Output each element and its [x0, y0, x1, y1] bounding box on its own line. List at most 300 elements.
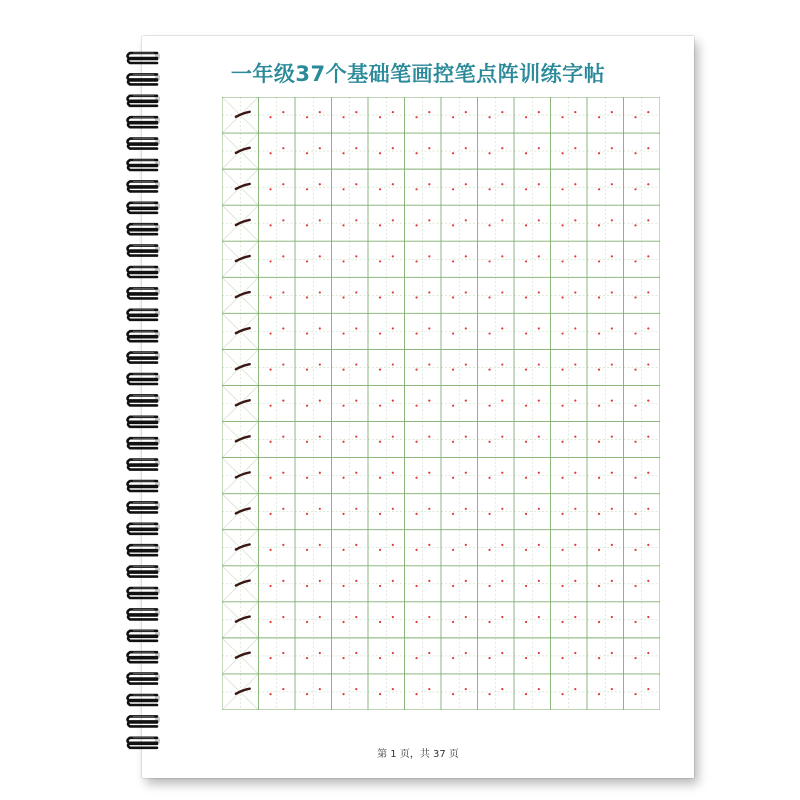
- trace-end-dot: [538, 508, 540, 510]
- trace-end-dot: [319, 616, 321, 618]
- trace-end-dot: [282, 688, 284, 690]
- trace-end-dot: [501, 183, 503, 185]
- spiral-loop: [128, 181, 161, 191]
- trace-end-dot: [319, 111, 321, 113]
- trace-end-dot: [647, 508, 649, 510]
- trace-end-dot: [428, 219, 430, 221]
- trace-start-dot: [634, 441, 636, 443]
- trace-start-dot: [561, 405, 563, 407]
- trace-end-dot: [282, 219, 284, 221]
- trace-end-dot: [355, 363, 357, 365]
- trace-end-dot: [355, 472, 357, 474]
- trace-end-dot: [611, 147, 613, 149]
- trace-end-dot: [355, 544, 357, 546]
- trace-end-dot: [538, 327, 540, 329]
- trace-start-dot: [379, 513, 381, 515]
- trace-end-dot: [428, 472, 430, 474]
- trace-start-dot: [525, 332, 527, 334]
- trace-start-dot: [598, 441, 600, 443]
- trace-end-dot: [465, 436, 467, 438]
- trace-start-dot: [306, 585, 308, 587]
- trace-start-dot: [379, 116, 381, 118]
- trace-start-dot: [598, 477, 600, 479]
- trace-start-dot: [525, 369, 527, 371]
- spiral-loop: [128, 524, 161, 534]
- trace-end-dot: [319, 291, 321, 293]
- trace-end-dot: [465, 147, 467, 149]
- trace-start-dot: [561, 296, 563, 298]
- trace-start-dot: [452, 657, 454, 659]
- trace-start-dot: [379, 152, 381, 154]
- trace-end-dot: [355, 147, 357, 149]
- trace-start-dot: [379, 549, 381, 551]
- trace-start-dot: [561, 621, 563, 623]
- trace-start-dot: [452, 585, 454, 587]
- trace-end-dot: [465, 327, 467, 329]
- trace-start-dot: [561, 152, 563, 154]
- trace-end-dot: [574, 183, 576, 185]
- trace-end-dot: [428, 255, 430, 257]
- trace-end-dot: [465, 255, 467, 257]
- trace-end-dot: [428, 183, 430, 185]
- trace-end-dot: [428, 616, 430, 618]
- trace-start-dot: [342, 260, 344, 262]
- trace-start-dot: [379, 405, 381, 407]
- trace-end-dot: [282, 363, 284, 365]
- trace-start-dot: [634, 116, 636, 118]
- trace-end-dot: [538, 580, 540, 582]
- trace-end-dot: [355, 508, 357, 510]
- trace-start-dot: [452, 296, 454, 298]
- trace-start-dot: [269, 405, 271, 407]
- trace-end-dot: [282, 147, 284, 149]
- trace-start-dot: [452, 513, 454, 515]
- trace-end-dot: [647, 688, 649, 690]
- trace-start-dot: [488, 477, 490, 479]
- trace-start-dot: [342, 693, 344, 695]
- spiral-loop: [128, 331, 161, 341]
- trace-end-dot: [428, 652, 430, 654]
- trace-start-dot: [452, 116, 454, 118]
- trace-end-dot: [574, 147, 576, 149]
- trace-end-dot: [465, 400, 467, 402]
- trace-start-dot: [525, 585, 527, 587]
- trace-end-dot: [355, 255, 357, 257]
- trace-start-dot: [525, 188, 527, 190]
- trace-end-dot: [501, 363, 503, 365]
- trace-start-dot: [269, 621, 271, 623]
- trace-end-dot: [465, 472, 467, 474]
- trace-start-dot: [379, 441, 381, 443]
- trace-end-dot: [538, 291, 540, 293]
- spiral-loop: [128, 374, 161, 384]
- trace-start-dot: [306, 657, 308, 659]
- trace-end-dot: [611, 400, 613, 402]
- trace-start-dot: [634, 152, 636, 154]
- trace-start-dot: [488, 405, 490, 407]
- trace-end-dot: [501, 580, 503, 582]
- trace-start-dot: [488, 549, 490, 551]
- trace-start-dot: [525, 621, 527, 623]
- trace-start-dot: [488, 441, 490, 443]
- trace-start-dot: [379, 693, 381, 695]
- trace-start-dot: [415, 513, 417, 515]
- trace-start-dot: [269, 477, 271, 479]
- trace-end-dot: [647, 580, 649, 582]
- trace-end-dot: [574, 291, 576, 293]
- trace-start-dot: [342, 152, 344, 154]
- trace-start-dot: [415, 188, 417, 190]
- trace-end-dot: [319, 255, 321, 257]
- spiral-loop: [128, 395, 161, 405]
- trace-end-dot: [611, 327, 613, 329]
- trace-end-dot: [355, 616, 357, 618]
- trace-start-dot: [598, 549, 600, 551]
- trace-start-dot: [525, 405, 527, 407]
- trace-end-dot: [355, 580, 357, 582]
- trace-start-dot: [452, 188, 454, 190]
- trace-start-dot: [342, 296, 344, 298]
- trace-end-dot: [501, 400, 503, 402]
- trace-start-dot: [634, 693, 636, 695]
- trace-start-dot: [634, 224, 636, 226]
- trace-start-dot: [561, 332, 563, 334]
- trace-start-dot: [379, 224, 381, 226]
- trace-start-dot: [634, 477, 636, 479]
- trace-end-dot: [574, 111, 576, 113]
- trace-end-dot: [501, 291, 503, 293]
- trace-start-dot: [525, 477, 527, 479]
- trace-start-dot: [598, 693, 600, 695]
- spiral-loop: [128, 288, 161, 298]
- page-title: 一年级37个基础笔画控笔点阵训练字帖: [230, 62, 606, 86]
- trace-start-dot: [379, 260, 381, 262]
- trace-start-dot: [269, 188, 271, 190]
- trace-end-dot: [392, 544, 394, 546]
- trace-start-dot: [525, 657, 527, 659]
- trace-start-dot: [342, 441, 344, 443]
- trace-start-dot: [452, 152, 454, 154]
- trace-start-dot: [525, 296, 527, 298]
- spiral-loop: [128, 502, 161, 512]
- trace-end-dot: [465, 219, 467, 221]
- trace-end-dot: [538, 400, 540, 402]
- trace-end-dot: [574, 363, 576, 365]
- trace-end-dot: [647, 472, 649, 474]
- trace-start-dot: [415, 260, 417, 262]
- trace-end-dot: [465, 183, 467, 185]
- spiral-binding: [124, 36, 172, 778]
- trace-start-dot: [634, 369, 636, 371]
- trace-start-dot: [415, 332, 417, 334]
- trace-start-dot: [306, 549, 308, 551]
- trace-end-dot: [574, 544, 576, 546]
- trace-start-dot: [379, 585, 381, 587]
- trace-start-dot: [342, 116, 344, 118]
- trace-start-dot: [306, 188, 308, 190]
- trace-start-dot: [598, 224, 600, 226]
- trace-start-dot: [525, 513, 527, 515]
- trace-start-dot: [452, 260, 454, 262]
- trace-end-dot: [647, 327, 649, 329]
- trace-end-dot: [392, 652, 394, 654]
- trace-start-dot: [452, 405, 454, 407]
- trace-start-dot: [379, 477, 381, 479]
- trace-end-dot: [428, 400, 430, 402]
- trace-end-dot: [355, 219, 357, 221]
- trace-start-dot: [452, 477, 454, 479]
- spiral-loop: [128, 310, 161, 320]
- trace-end-dot: [392, 508, 394, 510]
- trace-start-dot: [415, 441, 417, 443]
- spiral-loop: [128, 96, 161, 106]
- trace-start-dot: [452, 441, 454, 443]
- trace-end-dot: [282, 327, 284, 329]
- trace-start-dot: [306, 152, 308, 154]
- trace-end-dot: [465, 616, 467, 618]
- trace-start-dot: [561, 477, 563, 479]
- trace-end-dot: [319, 147, 321, 149]
- trace-end-dot: [392, 436, 394, 438]
- trace-end-dot: [355, 652, 357, 654]
- trace-start-dot: [452, 224, 454, 226]
- trace-start-dot: [634, 549, 636, 551]
- trace-end-dot: [282, 111, 284, 113]
- trace-end-dot: [611, 616, 613, 618]
- trace-end-dot: [465, 111, 467, 113]
- trace-start-dot: [488, 152, 490, 154]
- trace-end-dot: [538, 616, 540, 618]
- trace-end-dot: [611, 255, 613, 257]
- trace-end-dot: [611, 652, 613, 654]
- trace-end-dot: [319, 400, 321, 402]
- trace-end-dot: [574, 219, 576, 221]
- trace-start-dot: [269, 224, 271, 226]
- trace-start-dot: [488, 332, 490, 334]
- trace-start-dot: [598, 369, 600, 371]
- trace-end-dot: [538, 147, 540, 149]
- trace-start-dot: [561, 513, 563, 515]
- trace-start-dot: [269, 513, 271, 515]
- trace-start-dot: [488, 260, 490, 262]
- trace-start-dot: [415, 296, 417, 298]
- trace-end-dot: [574, 508, 576, 510]
- trace-end-dot: [647, 219, 649, 221]
- trace-start-dot: [269, 296, 271, 298]
- trace-end-dot: [501, 436, 503, 438]
- spiral-loop: [128, 716, 161, 726]
- trace-start-dot: [525, 441, 527, 443]
- trace-start-dot: [634, 513, 636, 515]
- trace-end-dot: [501, 472, 503, 474]
- spiral-loop: [128, 224, 161, 234]
- trace-end-dot: [428, 147, 430, 149]
- spiral-loop: [128, 652, 161, 662]
- trace-start-dot: [342, 224, 344, 226]
- trace-start-dot: [269, 116, 271, 118]
- trace-start-dot: [269, 549, 271, 551]
- spiral-loop: [128, 545, 161, 555]
- trace-start-dot: [269, 260, 271, 262]
- trace-end-dot: [465, 544, 467, 546]
- trace-start-dot: [342, 549, 344, 551]
- trace-start-dot: [525, 224, 527, 226]
- trace-end-dot: [282, 580, 284, 582]
- trace-start-dot: [379, 369, 381, 371]
- trace-end-dot: [647, 436, 649, 438]
- trace-start-dot: [598, 188, 600, 190]
- spiral-loop: [128, 267, 161, 277]
- trace-end-dot: [538, 436, 540, 438]
- trace-end-dot: [647, 183, 649, 185]
- trace-start-dot: [342, 585, 344, 587]
- trace-end-dot: [538, 544, 540, 546]
- trace-start-dot: [342, 369, 344, 371]
- trace-end-dot: [647, 652, 649, 654]
- trace-end-dot: [319, 688, 321, 690]
- trace-end-dot: [428, 688, 430, 690]
- trace-end-dot: [538, 183, 540, 185]
- trace-end-dot: [355, 400, 357, 402]
- spiral-loop: [128, 609, 161, 619]
- trace-end-dot: [282, 616, 284, 618]
- trace-end-dot: [355, 183, 357, 185]
- trace-start-dot: [306, 332, 308, 334]
- trace-start-dot: [342, 477, 344, 479]
- trace-start-dot: [525, 260, 527, 262]
- trace-start-dot: [488, 657, 490, 659]
- trace-end-dot: [355, 111, 357, 113]
- trace-start-dot: [561, 693, 563, 695]
- trace-start-dot: [415, 369, 417, 371]
- trace-end-dot: [465, 688, 467, 690]
- trace-end-dot: [465, 291, 467, 293]
- trace-start-dot: [306, 116, 308, 118]
- spiral-loop: [128, 567, 161, 577]
- spiral-loop: [128, 139, 161, 149]
- trace-start-dot: [598, 152, 600, 154]
- trace-end-dot: [428, 544, 430, 546]
- trace-start-dot: [415, 657, 417, 659]
- trace-start-dot: [379, 296, 381, 298]
- trace-end-dot: [392, 111, 394, 113]
- trace-end-dot: [392, 327, 394, 329]
- trace-end-dot: [501, 111, 503, 113]
- trace-start-dot: [488, 585, 490, 587]
- trace-start-dot: [598, 657, 600, 659]
- trace-end-dot: [538, 363, 540, 365]
- trace-end-dot: [355, 291, 357, 293]
- spiral-loop: [128, 160, 161, 170]
- trace-start-dot: [379, 188, 381, 190]
- trace-end-dot: [319, 327, 321, 329]
- trace-start-dot: [415, 116, 417, 118]
- trace-end-dot: [282, 652, 284, 654]
- trace-end-dot: [611, 508, 613, 510]
- trace-end-dot: [611, 688, 613, 690]
- trace-start-dot: [634, 405, 636, 407]
- trace-end-dot: [611, 580, 613, 582]
- trace-end-dot: [355, 688, 357, 690]
- spiral-loop: [128, 417, 161, 427]
- trace-end-dot: [611, 472, 613, 474]
- spiral-loop: [128, 631, 161, 641]
- trace-start-dot: [561, 441, 563, 443]
- trace-end-dot: [355, 327, 357, 329]
- trace-end-dot: [647, 400, 649, 402]
- trace-start-dot: [415, 621, 417, 623]
- trace-end-dot: [282, 472, 284, 474]
- trace-start-dot: [269, 657, 271, 659]
- trace-start-dot: [306, 224, 308, 226]
- trace-end-dot: [392, 580, 394, 582]
- trace-start-dot: [561, 369, 563, 371]
- trace-end-dot: [647, 291, 649, 293]
- trace-end-dot: [574, 652, 576, 654]
- trace-end-dot: [465, 652, 467, 654]
- trace-end-dot: [501, 688, 503, 690]
- trace-start-dot: [634, 621, 636, 623]
- trace-end-dot: [611, 436, 613, 438]
- trace-end-dot: [428, 111, 430, 113]
- trace-end-dot: [611, 219, 613, 221]
- trace-end-dot: [319, 219, 321, 221]
- trace-end-dot: [501, 219, 503, 221]
- trace-end-dot: [647, 544, 649, 546]
- trace-start-dot: [306, 369, 308, 371]
- trace-start-dot: [306, 477, 308, 479]
- trace-end-dot: [282, 255, 284, 257]
- trace-start-dot: [598, 405, 600, 407]
- spiral-loop: [128, 117, 161, 127]
- trace-start-dot: [379, 332, 381, 334]
- trace-end-dot: [538, 652, 540, 654]
- trace-start-dot: [598, 513, 600, 515]
- trace-start-dot: [634, 332, 636, 334]
- trace-end-dot: [501, 255, 503, 257]
- trace-start-dot: [415, 152, 417, 154]
- trace-start-dot: [561, 116, 563, 118]
- trace-start-dot: [488, 224, 490, 226]
- trace-end-dot: [611, 363, 613, 365]
- trace-end-dot: [319, 652, 321, 654]
- trace-start-dot: [306, 405, 308, 407]
- trace-start-dot: [306, 260, 308, 262]
- trace-end-dot: [392, 400, 394, 402]
- trace-start-dot: [415, 477, 417, 479]
- trace-end-dot: [538, 255, 540, 257]
- trace-start-dot: [269, 693, 271, 695]
- trace-end-dot: [392, 255, 394, 257]
- trace-start-dot: [488, 116, 490, 118]
- trace-start-dot: [488, 296, 490, 298]
- trace-end-dot: [392, 291, 394, 293]
- trace-end-dot: [319, 436, 321, 438]
- trace-start-dot: [452, 693, 454, 695]
- trace-end-dot: [319, 544, 321, 546]
- trace-start-dot: [525, 549, 527, 551]
- trace-start-dot: [415, 693, 417, 695]
- trace-start-dot: [415, 585, 417, 587]
- trace-start-dot: [342, 405, 344, 407]
- trace-start-dot: [342, 188, 344, 190]
- trace-end-dot: [428, 436, 430, 438]
- trace-start-dot: [598, 585, 600, 587]
- trace-start-dot: [598, 116, 600, 118]
- trace-start-dot: [306, 513, 308, 515]
- trace-end-dot: [574, 327, 576, 329]
- trace-end-dot: [355, 436, 357, 438]
